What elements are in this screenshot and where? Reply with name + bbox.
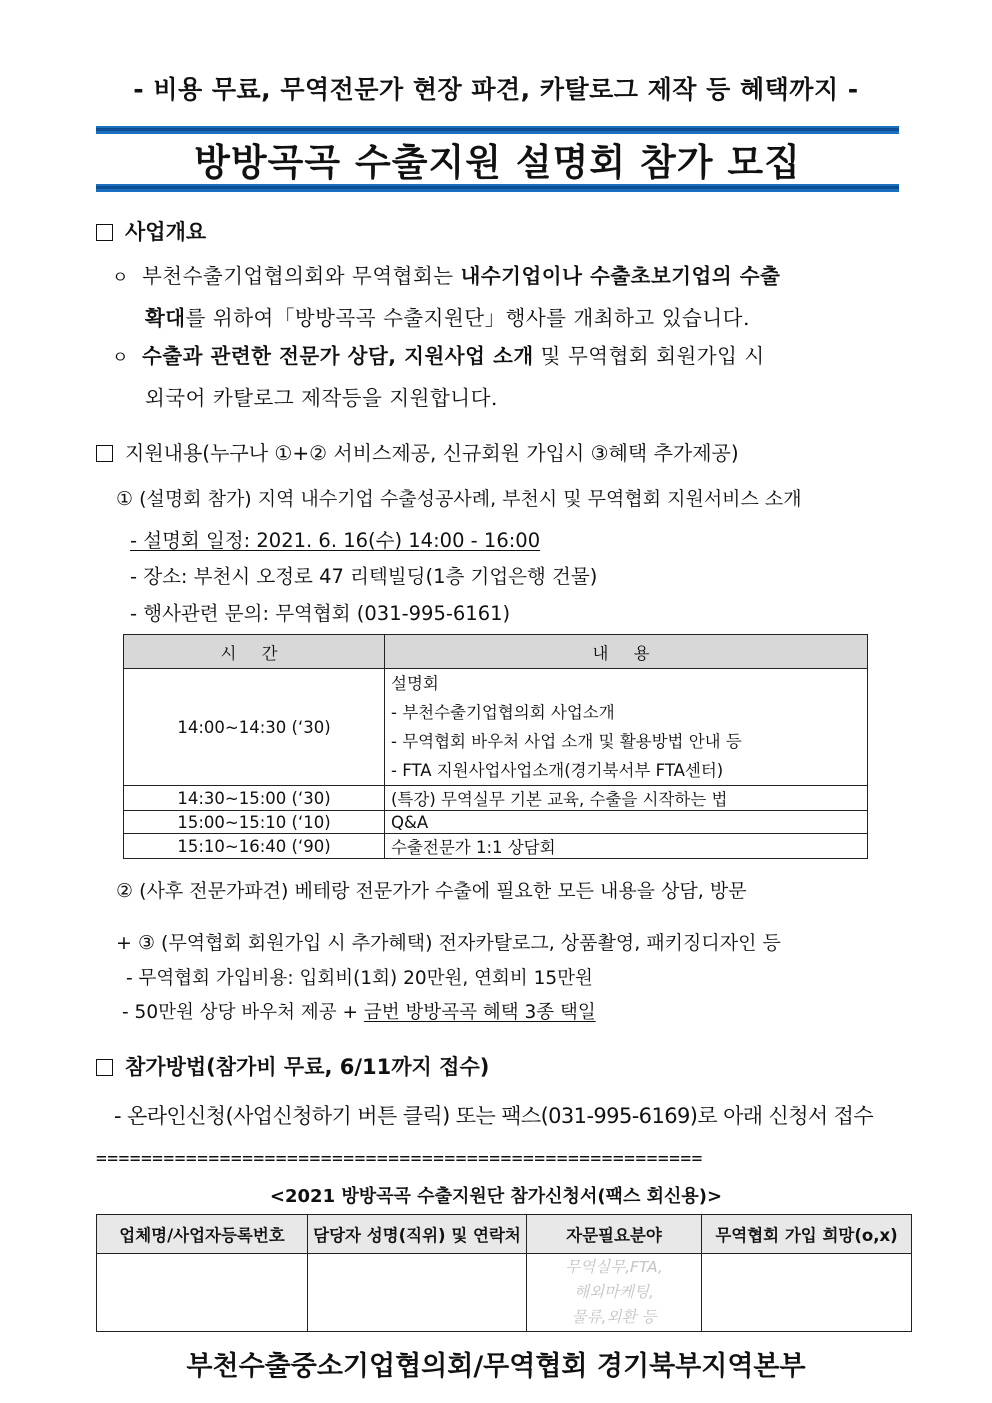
row2-time: 14:30~15:00 (‘30) (124, 786, 385, 811)
apply-heading: 참가방법(참가비 무료, 6/11까지 접수) (96, 1051, 489, 1081)
row3-content: Q&A (385, 811, 868, 834)
contact-input-cell[interactable] (308, 1254, 527, 1332)
bullet-circle-icon: ㅇ (112, 268, 129, 288)
voucher-line: - 50만원 상당 바우처 제공 + 금번 방방곡곡 혜택 3종 택일 (122, 1002, 596, 1023)
form-header-row (97, 1215, 912, 1254)
bullet-circle-icon: ㅇ (112, 348, 129, 368)
organization-footer: 부천수출중소기업협의회/무역협회 경기북부지역본부 (186, 1351, 806, 1382)
application-form-table (96, 1214, 912, 1332)
checkbox-square-icon (96, 445, 113, 462)
overview-paragraph-1: ㅇ 부천수출기업협의회와 무역협회는 내수기업이나 수출초보기업의 수출 확대를 위하여「방방곡곡 수출지원단」행사를 개최하고 있습니다. (112, 256, 902, 338)
row4-time: 15:10~16:40 (‘90) (124, 834, 385, 859)
form-col-company: 업체명/사업자등록번호 (97, 1215, 308, 1254)
table-row (124, 669, 868, 786)
page-title: 방방곡곡 수출지원 설명회 참가 모집 (194, 141, 801, 184)
form-title: <2021 방방곡곡 수출지원단 참가신청서(팩스 회신용)> (269, 1186, 723, 1207)
title-bottom-bar (96, 184, 899, 192)
table-row (124, 811, 868, 834)
membership-input-cell[interactable] (702, 1254, 912, 1332)
row3-time: 15:00~15:10 (‘10) (124, 811, 385, 834)
divider-line: ====================================================== (96, 1148, 703, 1169)
col-content-header: 내 용 (385, 635, 868, 669)
support-item-1: ① (설명회 참가) 지역 내수기업 수출성공사례, 부천시 및 무역협회 지원서비스 소개 (116, 488, 802, 510)
row1-content: 설명회 - 부천수출기업협의회 사업소개 - 무역협회 바우처 사업 소개 및 활용방법 안내 등 - FTA 지원사업사업소개(경기북서부 FTA센터) (385, 669, 868, 786)
overview-heading: 사업개요 (96, 216, 206, 246)
fee-line: - 무역협회 가입비용: 입회비(1회) 20만원, 연회비 15만원 (126, 968, 593, 989)
form-input-row (97, 1254, 912, 1332)
contact-line: - 행사관련 문의: 무역협회 (031-995-6161) (130, 602, 511, 625)
row2-content: (특강) 무역실무 기본 교육, 수출을 시작하는 법 (385, 786, 868, 811)
support-heading: 지원내용(누구나 ①+② 서비스제공, 신규회원 가입시 ③혜택 추가제공) (96, 437, 739, 466)
table-row (124, 786, 868, 811)
tagline: - 비용 무료, 무역전문가 현장 파견, 카탈로그 제작 등 혜택까지 - (133, 75, 859, 104)
schedule-line: - 설명회 일정: 2021. 6. 16(수) 14:00 - 16:00 (130, 529, 541, 552)
table-header-row (124, 635, 868, 669)
overview-paragraph-2: ㅇ 수출과 관련한 전문가 상담, 지원사업 소개 및 무역협회 회원가입 시 외국어 카탈로그 제작등을 지원합니다. (112, 336, 902, 418)
row4-content: 수출전문가 1:1 상담회 (385, 834, 868, 859)
support-item-3: + ③ (무역협회 회원가입 시 추가혜택) 전자카탈로그, 상품촬영, 패키징디자인 등 (116, 932, 781, 954)
apply-line: - 온라인신청(사업신청하기 버튼 클릭) 또는 팩스(031-995-6169)로 아래 신청서 접수 (114, 1104, 874, 1128)
support-item-2: ② (사후 전문가파견) 베테랑 전문가가 수출에 필요한 모든 내용을 상담, 방문 (116, 880, 747, 902)
place-line: - 장소: 부천시 오정로 47 리텍빌딩(1층 기업은행 건물) (130, 565, 598, 588)
checkbox-square-icon (96, 224, 113, 241)
field-input-cell[interactable]: 무역실무,FTA, 해외마케팅, 물류,외환 등 (527, 1254, 702, 1332)
form-col-contact: 담당자 성명(직위) 및 연락처 (308, 1215, 527, 1254)
schedule-table (123, 634, 868, 859)
table-row (124, 834, 868, 859)
form-col-field: 자문필요분야 (527, 1215, 702, 1254)
company-input-cell[interactable] (97, 1254, 308, 1332)
checkbox-square-icon (96, 1059, 113, 1076)
row1-time: 14:00~14:30 (‘30) (124, 669, 385, 786)
col-time-header: 시 간 (124, 635, 385, 669)
form-col-membership: 무역협회 가입 희망(o,x) (702, 1215, 912, 1254)
